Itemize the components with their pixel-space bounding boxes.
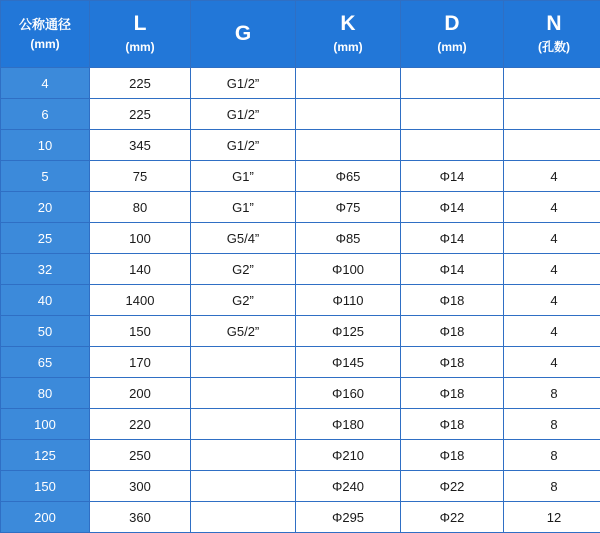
column-header-main-label: N [504,11,600,37]
column-header-main-label: K [296,11,400,37]
cell-d: Φ14 [401,192,504,223]
cell-l: 250 [90,440,191,471]
table-row [1,223,600,254]
cell-l: 360 [90,502,191,533]
cell-n: 4 [504,254,600,285]
table-row [1,192,600,223]
cell-k: Φ125 [296,316,401,347]
cell-k: Φ65 [296,161,401,192]
cell-k: Φ295 [296,502,401,533]
cell-l: 1400 [90,285,191,316]
table-header [1,1,600,68]
cell-n [504,130,600,161]
table-row [1,130,600,161]
cell-g [191,378,296,409]
cell-nominal-diameter: 4 [1,68,90,99]
cell-l: 200 [90,378,191,409]
cell-g [191,502,296,533]
cell-d [401,68,504,99]
cell-nominal-diameter: 150 [1,471,90,502]
table-row [1,254,600,285]
column-header-main-label: G [191,21,295,47]
table-row [1,161,600,192]
cell-l: 225 [90,68,191,99]
cell-n: 4 [504,223,600,254]
column-header-main-label: 公称通径 [1,15,89,35]
cell-k: Φ100 [296,254,401,285]
column-header-l [90,1,191,68]
cell-l: 100 [90,223,191,254]
cell-k: Φ110 [296,285,401,316]
cell-g [191,471,296,502]
cell-n: 8 [504,378,600,409]
cell-nominal-diameter: 5 [1,161,90,192]
cell-d: Φ14 [401,223,504,254]
cell-g [191,440,296,471]
cell-d: Φ18 [401,316,504,347]
column-header-main-label: D [401,11,503,37]
cell-d: Φ22 [401,471,504,502]
cell-g: G5/4” [191,223,296,254]
cell-nominal-diameter: 20 [1,192,90,223]
cell-k [296,68,401,99]
cell-d: Φ18 [401,285,504,316]
cell-g: G1/2” [191,99,296,130]
cell-nominal-diameter: 32 [1,254,90,285]
cell-n: 8 [504,471,600,502]
cell-n: 4 [504,347,600,378]
cell-k: Φ75 [296,192,401,223]
table-row [1,99,600,130]
cell-n: 4 [504,161,600,192]
cell-k [296,130,401,161]
cell-nominal-diameter: 100 [1,409,90,440]
table-body [1,68,600,533]
cell-d: Φ18 [401,378,504,409]
cell-k [296,99,401,130]
column-header-sub-label: (mm) [90,37,190,57]
cell-k: Φ145 [296,347,401,378]
cell-n [504,68,600,99]
cell-g [191,409,296,440]
cell-l: 300 [90,471,191,502]
cell-nominal-diameter: 10 [1,130,90,161]
cell-l: 150 [90,316,191,347]
table-row [1,502,600,533]
cell-l: 170 [90,347,191,378]
cell-d: Φ18 [401,409,504,440]
column-header-sub-label: (mm) [1,35,89,53]
cell-k: Φ85 [296,223,401,254]
cell-nominal-diameter: 125 [1,440,90,471]
column-header-sub-label: (mm) [401,37,503,57]
cell-n: 4 [504,192,600,223]
cell-g: G5/2” [191,316,296,347]
table-row [1,440,600,471]
column-header-k [296,1,401,68]
cell-nominal-diameter: 80 [1,378,90,409]
cell-k: Φ210 [296,440,401,471]
cell-d: Φ18 [401,347,504,378]
cell-n: 4 [504,285,600,316]
column-header-main-label: L [90,11,190,37]
column-header-sub-label: (mm) [296,37,400,57]
cell-k: Φ160 [296,378,401,409]
cell-d: Φ18 [401,440,504,471]
table-row [1,316,600,347]
cell-g: G1” [191,161,296,192]
cell-nominal-diameter: 50 [1,316,90,347]
cell-nominal-diameter: 6 [1,99,90,130]
cell-g: G1” [191,192,296,223]
table-row [1,378,600,409]
cell-g: G2” [191,285,296,316]
cell-n: 4 [504,316,600,347]
cell-g: G1/2” [191,68,296,99]
column-header-n [504,1,600,68]
cell-g: G1/2” [191,130,296,161]
cell-d: Φ14 [401,161,504,192]
cell-n: 12 [504,502,600,533]
cell-nominal-diameter: 200 [1,502,90,533]
cell-n: 8 [504,440,600,471]
cell-nominal-diameter: 65 [1,347,90,378]
cell-d [401,99,504,130]
cell-g: G2” [191,254,296,285]
column-header-g [191,1,296,68]
cell-k: Φ180 [296,409,401,440]
cell-l: 80 [90,192,191,223]
cell-nominal-diameter: 40 [1,285,90,316]
cell-n: 8 [504,409,600,440]
cell-l: 345 [90,130,191,161]
column-header-d [401,1,504,68]
table-row [1,347,600,378]
cell-d: Φ14 [401,254,504,285]
cell-nominal-diameter: 25 [1,223,90,254]
cell-l: 220 [90,409,191,440]
cell-g [191,347,296,378]
cell-d [401,130,504,161]
table-row [1,471,600,502]
column-header-sub-label: (孔数) [504,37,600,57]
cell-k: Φ240 [296,471,401,502]
table-row [1,68,600,99]
cell-n [504,99,600,130]
cell-l: 225 [90,99,191,130]
cell-l: 140 [90,254,191,285]
table-row [1,285,600,316]
column-header-nominal-diameter [1,1,90,68]
table-row [1,409,600,440]
cell-l: 75 [90,161,191,192]
cell-d: Φ22 [401,502,504,533]
table-header-row [1,1,600,68]
